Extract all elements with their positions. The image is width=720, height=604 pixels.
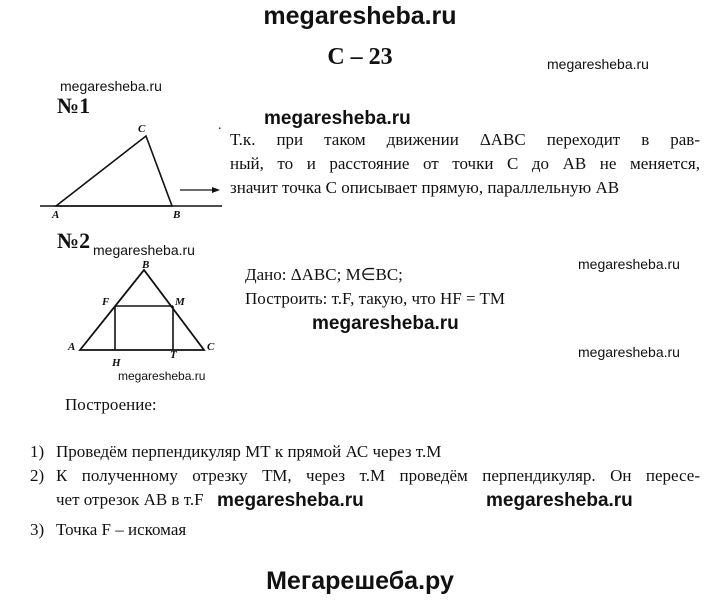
- label-t: T: [170, 349, 177, 361]
- step-text: Точка F – искомая: [56, 520, 187, 539]
- problem-2-construct: Построить: т.F, такую, что HF = TM: [245, 289, 506, 308]
- label-b: B: [142, 259, 150, 271]
- watermark-small: megaresheba.ru: [578, 256, 680, 272]
- watermark-bottom: Мегарешеба.ру: [266, 567, 454, 595]
- step-text: К полученному отрезку ТМ, через т.М проведём перпендикуляр. Он пересе-: [56, 466, 700, 485]
- label-b: B: [173, 209, 181, 221]
- watermark-medium: megaresheba.ru: [217, 490, 364, 511]
- watermark-medium: megaresheba.ru: [486, 490, 633, 511]
- watermark-small: megaresheba.ru: [60, 78, 162, 94]
- problem-1-line-2: ный, то и расстояние от точки С до АВ не меняется,: [230, 154, 700, 173]
- step-text: Проведём перпендикуляр МТ к прямой АС через т.М: [56, 442, 442, 461]
- watermark-top: megaresheba.ru: [263, 2, 457, 30]
- stray-dot: .: [218, 118, 222, 133]
- construction-heading: Построение:: [65, 395, 157, 414]
- triangle-abc: [80, 270, 204, 350]
- step-2: [30, 464, 700, 512]
- problem-2-number: №2: [57, 228, 91, 253]
- watermark-small: megaresheba.ru: [547, 56, 649, 72]
- label-c: C: [207, 341, 215, 353]
- label-f: F: [102, 296, 110, 308]
- step-text: чет отрезок АВ в т.F: [56, 490, 204, 509]
- step-number: 1): [30, 442, 45, 461]
- watermark-small: megaresheba.ru: [578, 344, 680, 360]
- triangle-abc: [56, 136, 172, 206]
- watermark-small: megaresheba.ru: [118, 369, 206, 383]
- label-a: A: [68, 341, 76, 353]
- page-title: C – 23: [327, 44, 393, 70]
- step-3: [30, 518, 700, 542]
- label-m: M: [175, 296, 185, 308]
- problem-1-number: №1: [57, 93, 91, 118]
- label-a: A: [52, 209, 60, 221]
- step-number: 2): [30, 466, 45, 485]
- problem-1-line-3: значит точка С описывает прямую, параллельную АВ: [230, 178, 620, 197]
- label-c: C: [138, 123, 146, 135]
- arrow-head-icon: [212, 187, 220, 193]
- step-number: 3): [30, 520, 45, 539]
- watermark-medium: megaresheba.ru: [312, 313, 459, 334]
- step-1: [30, 440, 700, 464]
- label-h: H: [112, 357, 121, 369]
- problem-2-figure: [60, 258, 230, 374]
- problem-2-given: Дано: ΔАВС; М∈ВС;: [245, 265, 403, 284]
- watermark-small: megaresheba.ru: [93, 242, 195, 258]
- watermark-medium: megaresheba.ru: [264, 108, 411, 129]
- problem-1-line-1: Т.к. при таком движении ΔАВС переходит в рав-: [230, 130, 700, 149]
- problem-1-figure: [40, 118, 230, 224]
